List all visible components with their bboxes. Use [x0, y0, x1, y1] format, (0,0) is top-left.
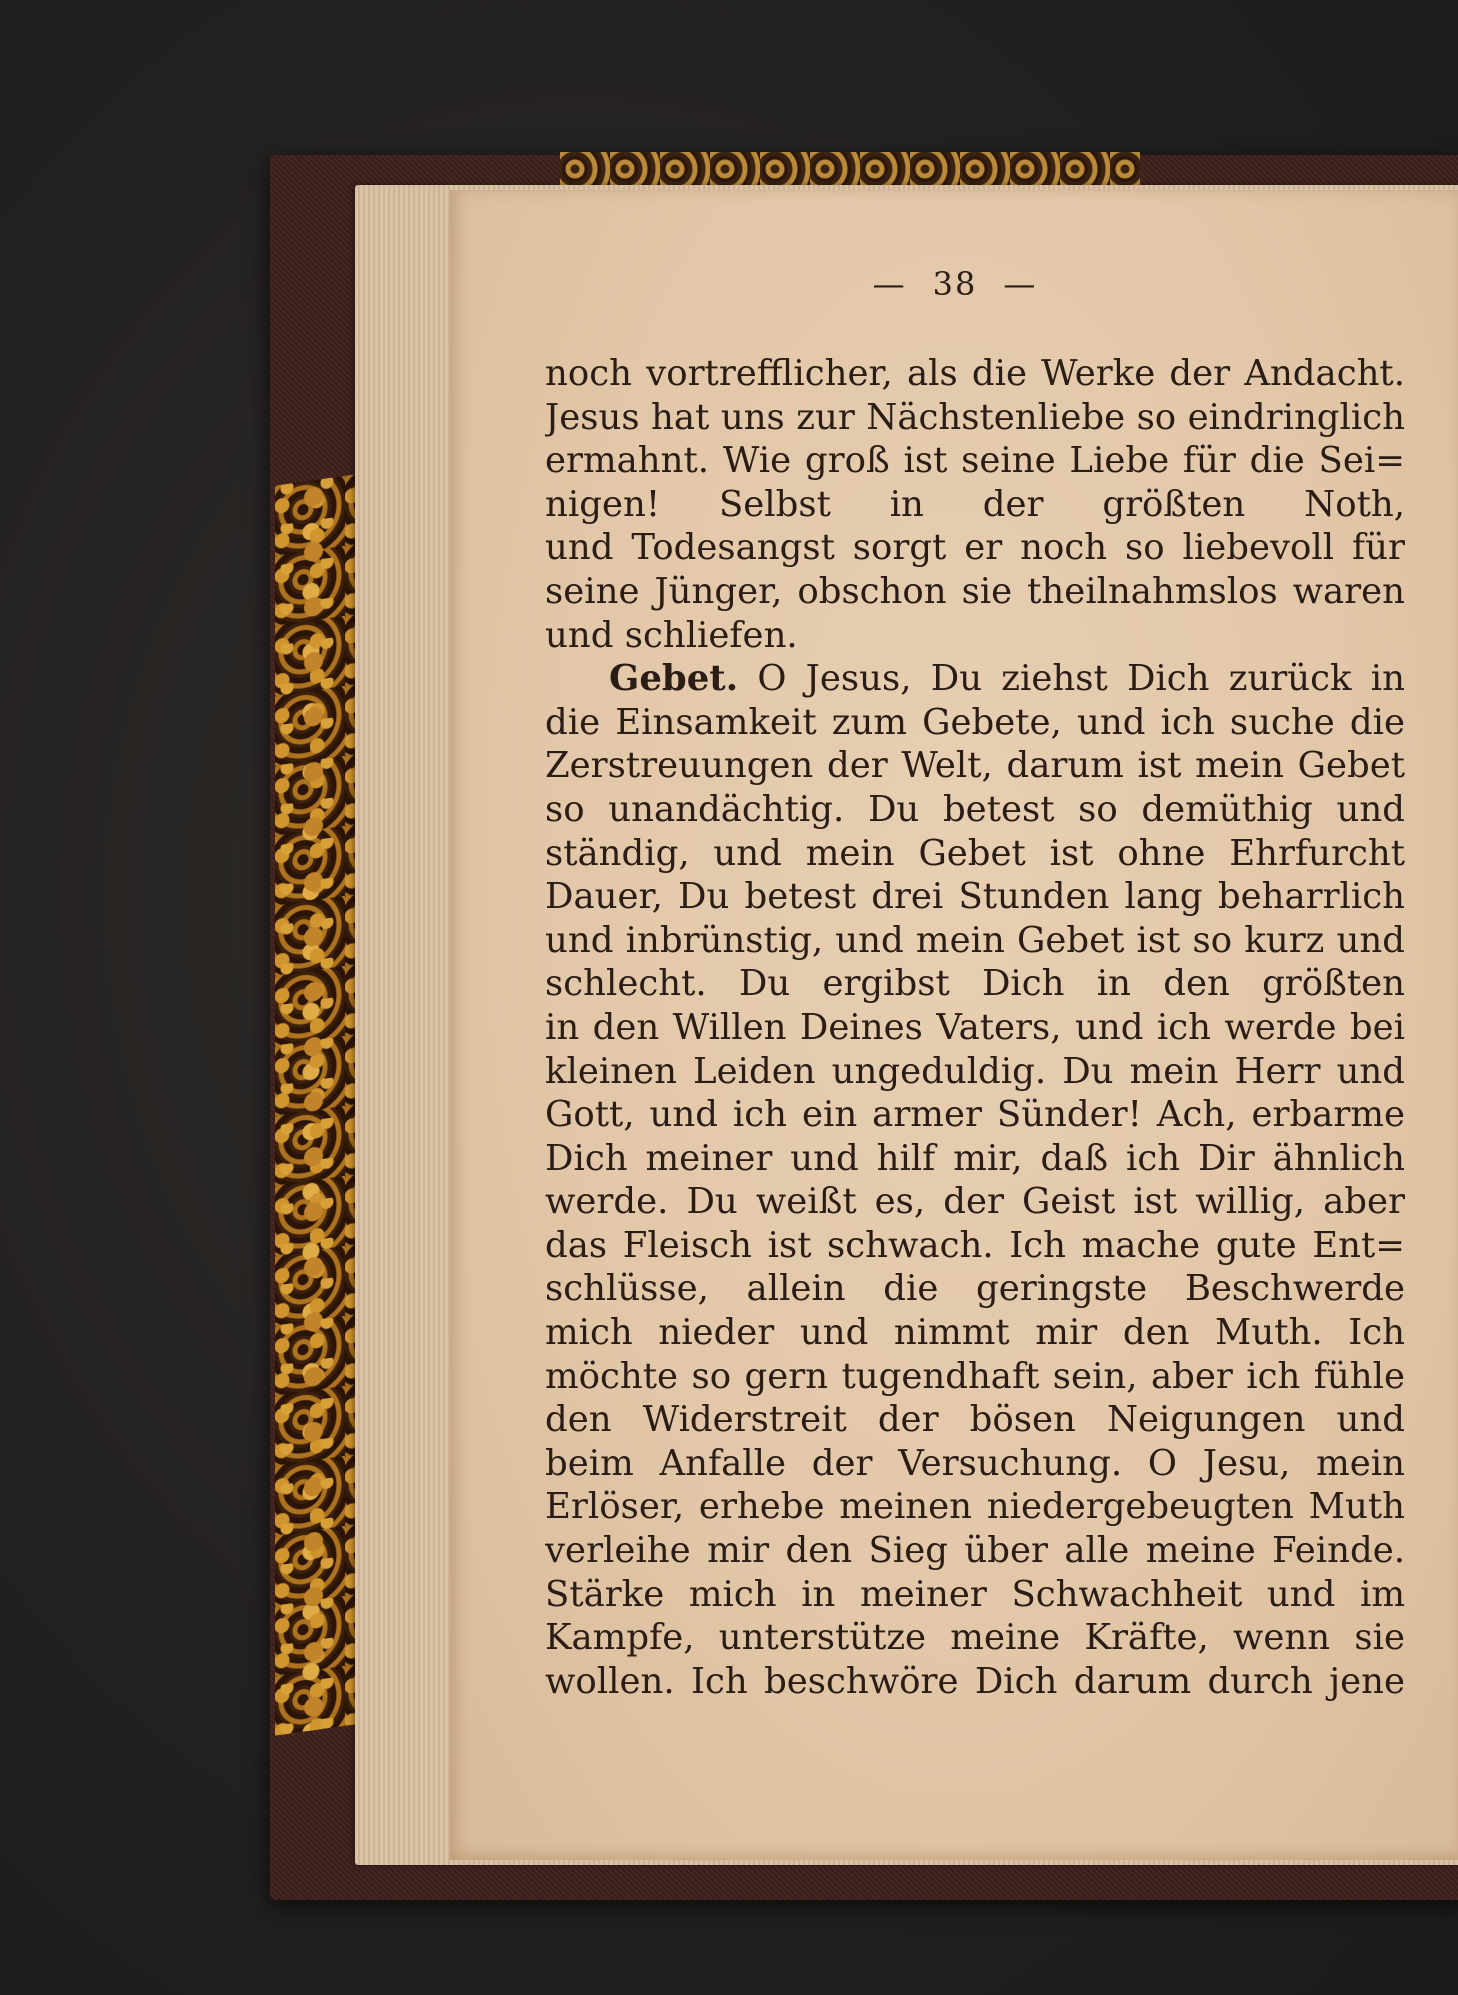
text-line-3: ermahnt. Wie groß ist seine Liebe für die Sei=: [545, 440, 1405, 482]
prayer-line-1-text: O Jesus, Du ziehst Dich zurück in: [757, 658, 1405, 700]
text-line-19: Dich meiner und hilf mir, daß ich Dir ähnlich: [545, 1137, 1405, 1179]
text-line-13: Dauer, Du betest drei Stunden lang beharrlich: [545, 876, 1405, 918]
text-line-14: und inbrünstig, und mein Gebet ist so kurz und: [545, 919, 1405, 961]
text-line-9: die Einsamkeit zum Gebete, und ich suche die: [545, 701, 1405, 743]
text-line-22: schlüsse, allein die geringste Beschwerde: [545, 1268, 1405, 1310]
text-line-21: das Fleisch ist schwach. Ich mache gute Ent=: [545, 1224, 1405, 1266]
text-line-18: Gott, und ich ein armer Sünder! Ach, erbarme: [545, 1094, 1405, 1136]
page-header: [450, 265, 1458, 303]
text-line-11: so unandächtig. Du betest so demüthig und: [545, 788, 1405, 830]
text-line-10: Zerstreuungen der Welt, darum ist mein Gebet: [545, 745, 1405, 787]
text-line-17: kleinen Leiden ungeduldig. Du mein Herr und: [545, 1050, 1405, 1092]
text-line-12: ständig, und mein Gebet ist ohne Ehrfurcht: [545, 832, 1405, 874]
text-line-1: noch vortrefflicher, als die Werke der Andacht.: [545, 353, 1405, 394]
text-line-29: Stärke mich in meiner Schwachheit und im: [545, 1573, 1405, 1615]
text-line-20: werde. Du weißt es, der Geist ist willig, aber: [545, 1181, 1405, 1223]
text-line-27: Erlöser, erhebe meinen niedergebeugten Muth: [545, 1486, 1405, 1528]
text-line-15: schlecht. Du ergibst Dich in den größten: [545, 963, 1405, 1005]
marbled-endpaper-left: [275, 474, 355, 1735]
text-line-31: wollen. Ich beschwöre Dich darum durch jene: [545, 1660, 1405, 1702]
book-page: [450, 190, 1458, 1860]
text-line-2: Jesus hat uns zur Nächstenliebe so eindringlich: [545, 396, 1405, 438]
text-line-30: Kampfe, unterstütze meine Kräfte, wenn sie: [545, 1617, 1405, 1659]
header-dash-right: —: [1003, 265, 1038, 303]
text-line-7: und schliefen.: [545, 614, 798, 656]
marbled-endpaper-top: [560, 152, 1140, 186]
header-dash-left: —: [872, 265, 907, 303]
prayer-heading: Gebet.: [609, 658, 739, 700]
page-number: 38: [932, 265, 978, 303]
text-line-6: seine Jünger, obschon sie theilnahmslos waren: [545, 570, 1405, 612]
text-line-26: beim Anfalle der Versuchung. O Jesu, mein: [545, 1442, 1405, 1484]
text-line-28: verleihe mir den Sieg über alle meine Feinde.: [545, 1530, 1405, 1572]
text-line-25: den Widerstreit der bösen Neigungen und: [545, 1399, 1405, 1441]
text-line-23: mich nieder und nimmt mir den Muth. Ich: [545, 1312, 1405, 1354]
text-line-16: in den Willen Deines Vaters, und ich werde bei: [545, 1006, 1405, 1048]
text-line-24: möchte so gern tugendhaft sein, aber ich fühle: [545, 1355, 1405, 1397]
text-line-4: nigen! Selbst in der größten Noth,: [545, 483, 1405, 525]
page-text: [545, 352, 1405, 1703]
prayer-line-1: [545, 657, 1405, 701]
text-line-5: und Todesangst sorgt er noch so liebevoll für: [545, 527, 1405, 569]
